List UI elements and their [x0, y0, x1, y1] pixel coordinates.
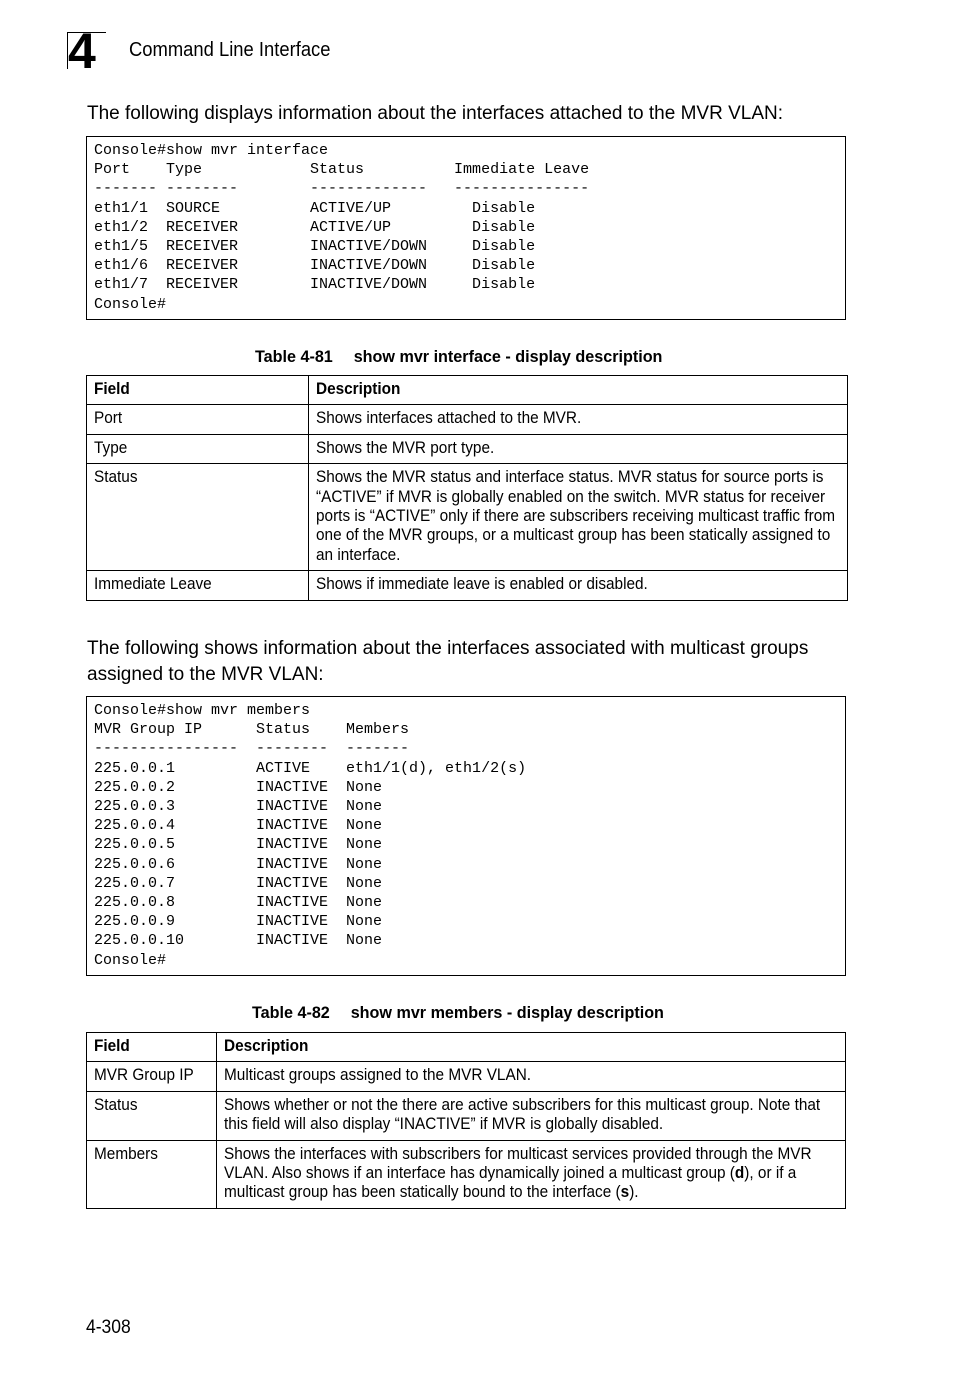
header-field: Field [87, 1033, 217, 1062]
table-row [87, 1091, 846, 1140]
field-cell: Status [87, 464, 309, 571]
code-show-mvr-interface: Console#show mvr interface Port Type Status Immediate Leave ------- -------- ------------- --------------- eth1/1 SOURCE ACTIVE/UP Disable eth1/2 RECEIVER ACTIVE/UP Disable eth1/5 RECEIVER INACTIVE/DOWN Disable eth1/6 RECEIVER INACTIVE/DOWN Disable eth1/7 RECEIVER INACTIVE/DOWN Disable Console# [86, 136, 846, 320]
description-cell: Shows the MVR status and interface status. MVR status for source ports is “ACTIVE” if MVR is globally enabled on the switch. MVR status for receiver ports is “ACTIVE” only if there are subscribers receiving multicast traffic from one of the MVR groups, or a multicast group has been statically assigned to an interface. [308, 464, 847, 571]
table-81-caption [255, 347, 662, 367]
table-row [87, 571, 848, 600]
field-cell: Port [87, 405, 309, 434]
field-cell: Immediate Leave [87, 571, 309, 600]
table-header-row [87, 376, 848, 405]
table-82-title: show mvr members - display description [350, 1003, 664, 1022]
table-row [87, 464, 848, 571]
running-header-title: Command Line Interface [129, 39, 331, 61]
field-cell: Status [87, 1091, 217, 1140]
table-row [87, 434, 848, 463]
table-row [87, 405, 848, 434]
header-description: Description [308, 376, 847, 405]
intro-members-paragraph: The following shows information about the interfaces associated with multicast groups assigned to the MVR VLAN: [87, 638, 809, 685]
table-81 [86, 375, 848, 601]
code-show-mvr-members: Console#show mvr members MVR Group IP Status Members ---------------- -------- ------- 225.0.0.1 ACTIVE eth1/1(d), eth1/2(s) 225.0.0.2 INACTIVE None 225.0.0.3 INACTIVE None 225.0.0.4 INACTIVE None 225.0.0.5 INACTIVE None 225.0.0.6 INACTIVE None 225.0.0.7 INACTIVE None 225.0.0.8 INACTIVE None 225.0.0.9 INACTIVE None 225.0.0.10 INACTIVE None Console# [86, 696, 846, 976]
table-82 [86, 1032, 846, 1209]
table-81-label: Table 4-81 [255, 347, 333, 366]
description-cell: Shows the MVR port type. [308, 434, 847, 463]
description-cell: Shows the interfaces with subscribers for multicast services provided through the MVR VLAN. Also shows if an interface has dynamically joined a multicast group (d), or if a multicast group has been statically bound to the interface (s). [216, 1140, 845, 1208]
field-cell: Members [87, 1140, 217, 1208]
description-cell: Shows if immediate leave is enabled or disabled. [308, 571, 847, 600]
description-cell: Shows interfaces attached to the MVR. [308, 405, 847, 434]
page-number: 4-308 [86, 1317, 131, 1338]
static-flag: s [620, 1183, 630, 1202]
field-cell: MVR Group IP [87, 1062, 217, 1091]
header-description: Description [216, 1033, 845, 1062]
description-cell: Shows whether or not the there are active subscribers for this multicast group. Note that this field will also display “INACTIVE” if MVR is globally disabled. [216, 1091, 845, 1140]
table-header-row [87, 1033, 846, 1062]
field-cell: Type [87, 434, 309, 463]
description-cell: Multicast groups assigned to the MVR VLAN. [216, 1062, 845, 1091]
header-field: Field [87, 376, 309, 405]
chapter-number: 4 [68, 23, 94, 79]
intro-interface-paragraph: The following displays information about the interfaces attached to the MVR VLAN: [87, 103, 783, 124]
table-82-caption [252, 1003, 664, 1023]
table-row [87, 1062, 846, 1091]
dynamic-flag: d [734, 1164, 745, 1183]
table-row [87, 1140, 846, 1208]
table-82-label: Table 4-82 [252, 1003, 330, 1022]
table-81-title: show mvr interface - display description [353, 347, 663, 366]
